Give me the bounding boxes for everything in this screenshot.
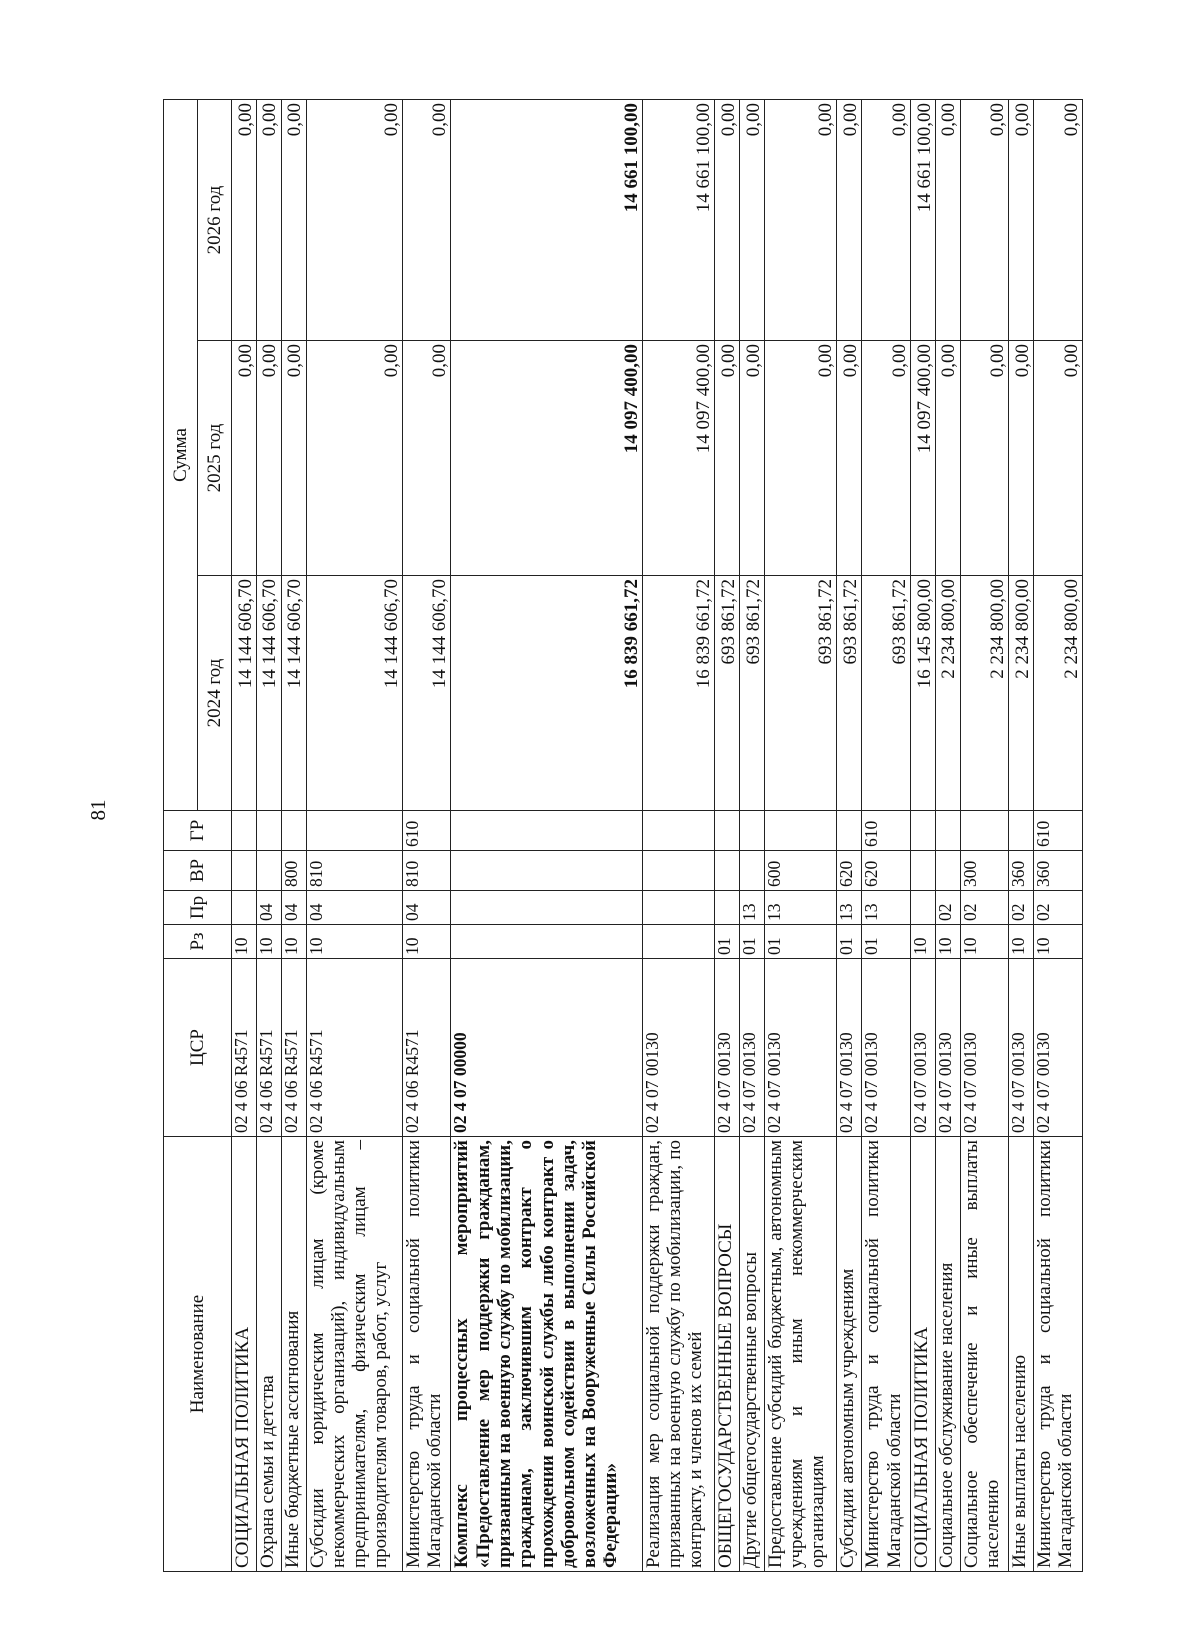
- rz-cell: [451, 925, 642, 959]
- page-number: 81: [86, 799, 110, 821]
- amount-2025-cell: 0,00: [1034, 341, 1083, 576]
- header-2026: 2026 год: [198, 99, 232, 340]
- table-row: [306, 99, 402, 1571]
- amount-2025-cell: 0,00: [256, 341, 281, 576]
- amount-2024-cell: 14 144 606,70: [306, 576, 402, 811]
- amount-2026-cell: 0,00: [960, 99, 1009, 340]
- name-cell: Министерство труда и социальной политики Магаданской области: [1034, 1137, 1083, 1572]
- gr-cell: [910, 811, 935, 851]
- gr-cell: [960, 811, 1009, 851]
- gr-cell: [935, 811, 960, 851]
- vr-cell: 810: [306, 851, 402, 891]
- table-row: [256, 99, 281, 1571]
- pr-cell: [715, 891, 740, 925]
- header-2025: 2025 год: [198, 341, 232, 576]
- amount-2024-cell: 693 861,72: [837, 576, 862, 811]
- pr-cell: 04: [256, 891, 281, 925]
- csr-cell: 02 4 06 R4571: [232, 959, 257, 1137]
- name-cell: Иные бюджетные ассигнования: [281, 1137, 306, 1572]
- amount-2024-cell: 14 144 606,70: [256, 576, 281, 811]
- amount-2026-cell: 0,00: [256, 99, 281, 340]
- gr-cell: [232, 811, 257, 851]
- gr-cell: [764, 811, 836, 851]
- amount-2026-cell: 0,00: [715, 99, 740, 340]
- name-cell: Предоставление субсидий бюджетным, автономным учреждениям и иным некоммерческим организациям: [764, 1137, 836, 1572]
- amount-2025-cell: 0,00: [232, 341, 257, 576]
- pr-cell: 02: [935, 891, 960, 925]
- amount-2026-cell: 0,00: [281, 99, 306, 340]
- amount-2025-cell: 0,00: [740, 341, 765, 576]
- csr-cell: 02 4 07 00130: [715, 959, 740, 1137]
- amount-2024-cell: 2 234 800,00: [1034, 576, 1083, 811]
- rz-cell: 10: [232, 925, 257, 959]
- amount-2026-cell: 0,00: [935, 99, 960, 340]
- amount-2025-cell: 0,00: [764, 341, 836, 576]
- gr-cell: 610: [1034, 811, 1083, 851]
- table-row: [1009, 99, 1034, 1571]
- table-body: [232, 99, 1083, 1571]
- vr-cell: [642, 851, 714, 891]
- csr-cell: 02 4 07 00130: [1009, 959, 1034, 1137]
- amount-2024-cell: 14 144 606,70: [402, 576, 451, 811]
- amount-2025-cell: 0,00: [306, 341, 402, 576]
- pr-cell: 04: [306, 891, 402, 925]
- csr-cell: 02 4 07 00130: [642, 959, 714, 1137]
- csr-cell: 02 4 06 R4571: [306, 959, 402, 1137]
- amount-2025-cell: 0,00: [1009, 341, 1034, 576]
- rz-cell: 01: [764, 925, 836, 959]
- amount-2024-cell: 2 234 800,00: [935, 576, 960, 811]
- header-sum: Сумма: [164, 99, 198, 810]
- name-cell: Иные выплаты населению: [1009, 1137, 1034, 1572]
- rz-cell: 10: [960, 925, 1009, 959]
- vr-cell: 600: [764, 851, 836, 891]
- pr-cell: [451, 891, 642, 925]
- csr-cell: 02 4 07 00130: [764, 959, 836, 1137]
- csr-cell: 02 4 06 R4571: [256, 959, 281, 1137]
- rz-cell: 10: [256, 925, 281, 959]
- pr-cell: 04: [402, 891, 451, 925]
- name-cell: Субсидии автономным учреждениям: [837, 1137, 862, 1572]
- amount-2026-cell: 14 661 100,00: [910, 99, 935, 340]
- header-vr: ВР: [164, 851, 232, 891]
- pr-cell: 13: [862, 891, 911, 925]
- amount-2026-cell: 0,00: [306, 99, 402, 340]
- table-row: [837, 99, 862, 1571]
- header-2024: 2024 год: [198, 576, 232, 811]
- table-row: [960, 99, 1009, 1571]
- budget-table: [163, 99, 1083, 1572]
- csr-cell: 02 4 07 00130: [935, 959, 960, 1137]
- amount-2024-cell: 16 145 800,00: [910, 576, 935, 811]
- pr-cell: 02: [1009, 891, 1034, 925]
- gr-cell: [281, 811, 306, 851]
- vr-cell: 300: [960, 851, 1009, 891]
- amount-2024-cell: 14 144 606,70: [281, 576, 306, 811]
- name-cell: Социальное обеспечение и иные выплаты населению: [960, 1137, 1009, 1572]
- rz-cell: 10: [306, 925, 402, 959]
- vr-cell: 800: [281, 851, 306, 891]
- csr-cell: 02 4 07 00130: [1034, 959, 1083, 1137]
- name-cell: Субсидии юридическим лицам (кроме некоммерческих организаций), индивидуальным предпринимателям, физическим лицам – производителям товаров, работ, услуг: [306, 1137, 402, 1572]
- table-row: [402, 99, 451, 1571]
- amount-2024-cell: 16 839 661,72: [451, 576, 642, 811]
- amount-2025-cell: 0,00: [862, 341, 911, 576]
- amount-2025-cell: 14 097 400,00: [910, 341, 935, 576]
- amount-2024-cell: 14 144 606,70: [232, 576, 257, 811]
- csr-cell: 02 4 07 00130: [837, 959, 862, 1137]
- gr-cell: 610: [402, 811, 451, 851]
- name-cell: ОБЩЕГОСУДАРСТВЕННЫЕ ВОПРОСЫ: [715, 1137, 740, 1572]
- amount-2026-cell: 0,00: [402, 99, 451, 340]
- name-cell: Комплекс процессных мероприятий «Предоставление мер поддержки гражданам, призванным на военную службу по мобилизации, гражданам, заключившим контракт о прохождении воинской службы либо контракт о добровольном содействии в выполнении задач, возложенных на Вооруженные Силы Российской Федерации»: [451, 1137, 642, 1572]
- gr-cell: [451, 811, 642, 851]
- gr-cell: [1009, 811, 1034, 851]
- amount-2024-cell: 693 861,72: [740, 576, 765, 811]
- pr-cell: 13: [740, 891, 765, 925]
- gr-cell: [642, 811, 714, 851]
- table-row: [740, 99, 765, 1571]
- rz-cell: 10: [1034, 925, 1083, 959]
- table-row: [764, 99, 836, 1571]
- table-row: [910, 99, 935, 1571]
- rz-cell: 10: [1009, 925, 1034, 959]
- amount-2024-cell: 16 839 661,72: [642, 576, 714, 811]
- vr-cell: [451, 851, 642, 891]
- amount-2025-cell: 14 097 400,00: [451, 341, 642, 576]
- name-cell: Социальное обслуживание населения: [935, 1137, 960, 1572]
- amount-2025-cell: 14 097 400,00: [642, 341, 714, 576]
- amount-2026-cell: 0,00: [837, 99, 862, 340]
- amount-2026-cell: 0,00: [1009, 99, 1034, 340]
- amount-2026-cell: 0,00: [764, 99, 836, 340]
- amount-2026-cell: 14 661 100,00: [451, 99, 642, 340]
- rz-cell: [642, 925, 714, 959]
- rz-cell: 10: [281, 925, 306, 959]
- gr-cell: [715, 811, 740, 851]
- header-name: Наименование: [164, 1137, 232, 1572]
- vr-cell: [256, 851, 281, 891]
- vr-cell: [232, 851, 257, 891]
- table-row: [642, 99, 714, 1571]
- name-cell: СОЦИАЛЬНАЯ ПОЛИТИКА: [232, 1137, 257, 1572]
- vr-cell: [910, 851, 935, 891]
- pr-cell: 04: [281, 891, 306, 925]
- table-row: [862, 99, 911, 1571]
- amount-2025-cell: 0,00: [935, 341, 960, 576]
- name-cell: Охрана семьи и детства: [256, 1137, 281, 1572]
- gr-cell: [256, 811, 281, 851]
- amount-2024-cell: 2 234 800,00: [1009, 576, 1034, 811]
- header-pr: Пр: [164, 891, 232, 925]
- pr-cell: 13: [764, 891, 836, 925]
- rotated-table-wrapper: [163, 100, 1083, 1572]
- name-cell: Министерство труда и социальной политики Магаданской области: [402, 1137, 451, 1572]
- amount-2026-cell: 0,00: [862, 99, 911, 340]
- gr-cell: 610: [862, 811, 911, 851]
- csr-cell: 02 4 07 00130: [740, 959, 765, 1137]
- vr-cell: 620: [837, 851, 862, 891]
- csr-cell: 02 4 07 00130: [862, 959, 911, 1137]
- vr-cell: 360: [1034, 851, 1083, 891]
- amount-2025-cell: 0,00: [837, 341, 862, 576]
- amount-2026-cell: 0,00: [1034, 99, 1083, 340]
- table-row: [935, 99, 960, 1571]
- pr-cell: [910, 891, 935, 925]
- table-row: [451, 99, 642, 1571]
- amount-2024-cell: 693 861,72: [764, 576, 836, 811]
- amount-2026-cell: 14 661 100,00: [642, 99, 714, 340]
- vr-cell: 810: [402, 851, 451, 891]
- amount-2024-cell: 693 861,72: [715, 576, 740, 811]
- amount-2024-cell: 2 234 800,00: [960, 576, 1009, 811]
- gr-cell: [306, 811, 402, 851]
- name-cell: Реализация мер социальной поддержки граждан, призванных на военную службу по мобилизации, по контракту, и членов их семей: [642, 1137, 714, 1572]
- amount-2026-cell: 0,00: [232, 99, 257, 340]
- rz-cell: 10: [910, 925, 935, 959]
- pr-cell: 13: [837, 891, 862, 925]
- amount-2024-cell: 693 861,72: [862, 576, 911, 811]
- csr-cell: 02 4 06 R4571: [281, 959, 306, 1137]
- amount-2025-cell: 0,00: [960, 341, 1009, 576]
- gr-cell: [740, 811, 765, 851]
- amount-2025-cell: 0,00: [715, 341, 740, 576]
- vr-cell: 620: [862, 851, 911, 891]
- csr-cell: 02 4 07 00000: [451, 959, 642, 1137]
- rz-cell: 01: [862, 925, 911, 959]
- table-row: [232, 99, 257, 1571]
- pr-cell: 02: [960, 891, 1009, 925]
- rz-cell: 01: [715, 925, 740, 959]
- pr-cell: 02: [1034, 891, 1083, 925]
- vr-cell: [935, 851, 960, 891]
- name-cell: СОЦИАЛЬНАЯ ПОЛИТИКА: [910, 1137, 935, 1572]
- table-row: [1034, 99, 1083, 1571]
- table-row: [281, 99, 306, 1571]
- rz-cell: 10: [935, 925, 960, 959]
- name-cell: Министерство труда и социальной политики Магаданской области: [862, 1137, 911, 1572]
- header-rz: Рз: [164, 925, 232, 959]
- csr-cell: 02 4 07 00130: [910, 959, 935, 1137]
- rz-cell: 01: [837, 925, 862, 959]
- header-csr: ЦСР: [164, 959, 232, 1137]
- name-cell: Другие общегосударственные вопросы: [740, 1137, 765, 1572]
- header-gr: ГР: [164, 811, 232, 851]
- pr-cell: [642, 891, 714, 925]
- rz-cell: 10: [402, 925, 451, 959]
- amount-2026-cell: 0,00: [740, 99, 765, 340]
- table-row: [715, 99, 740, 1571]
- vr-cell: [740, 851, 765, 891]
- vr-cell: [715, 851, 740, 891]
- csr-cell: 02 4 06 R4571: [402, 959, 451, 1137]
- amount-2025-cell: 0,00: [281, 341, 306, 576]
- pr-cell: [232, 891, 257, 925]
- csr-cell: 02 4 07 00130: [960, 959, 1009, 1137]
- vr-cell: 360: [1009, 851, 1034, 891]
- gr-cell: [837, 811, 862, 851]
- amount-2025-cell: 0,00: [402, 341, 451, 576]
- rz-cell: 01: [740, 925, 765, 959]
